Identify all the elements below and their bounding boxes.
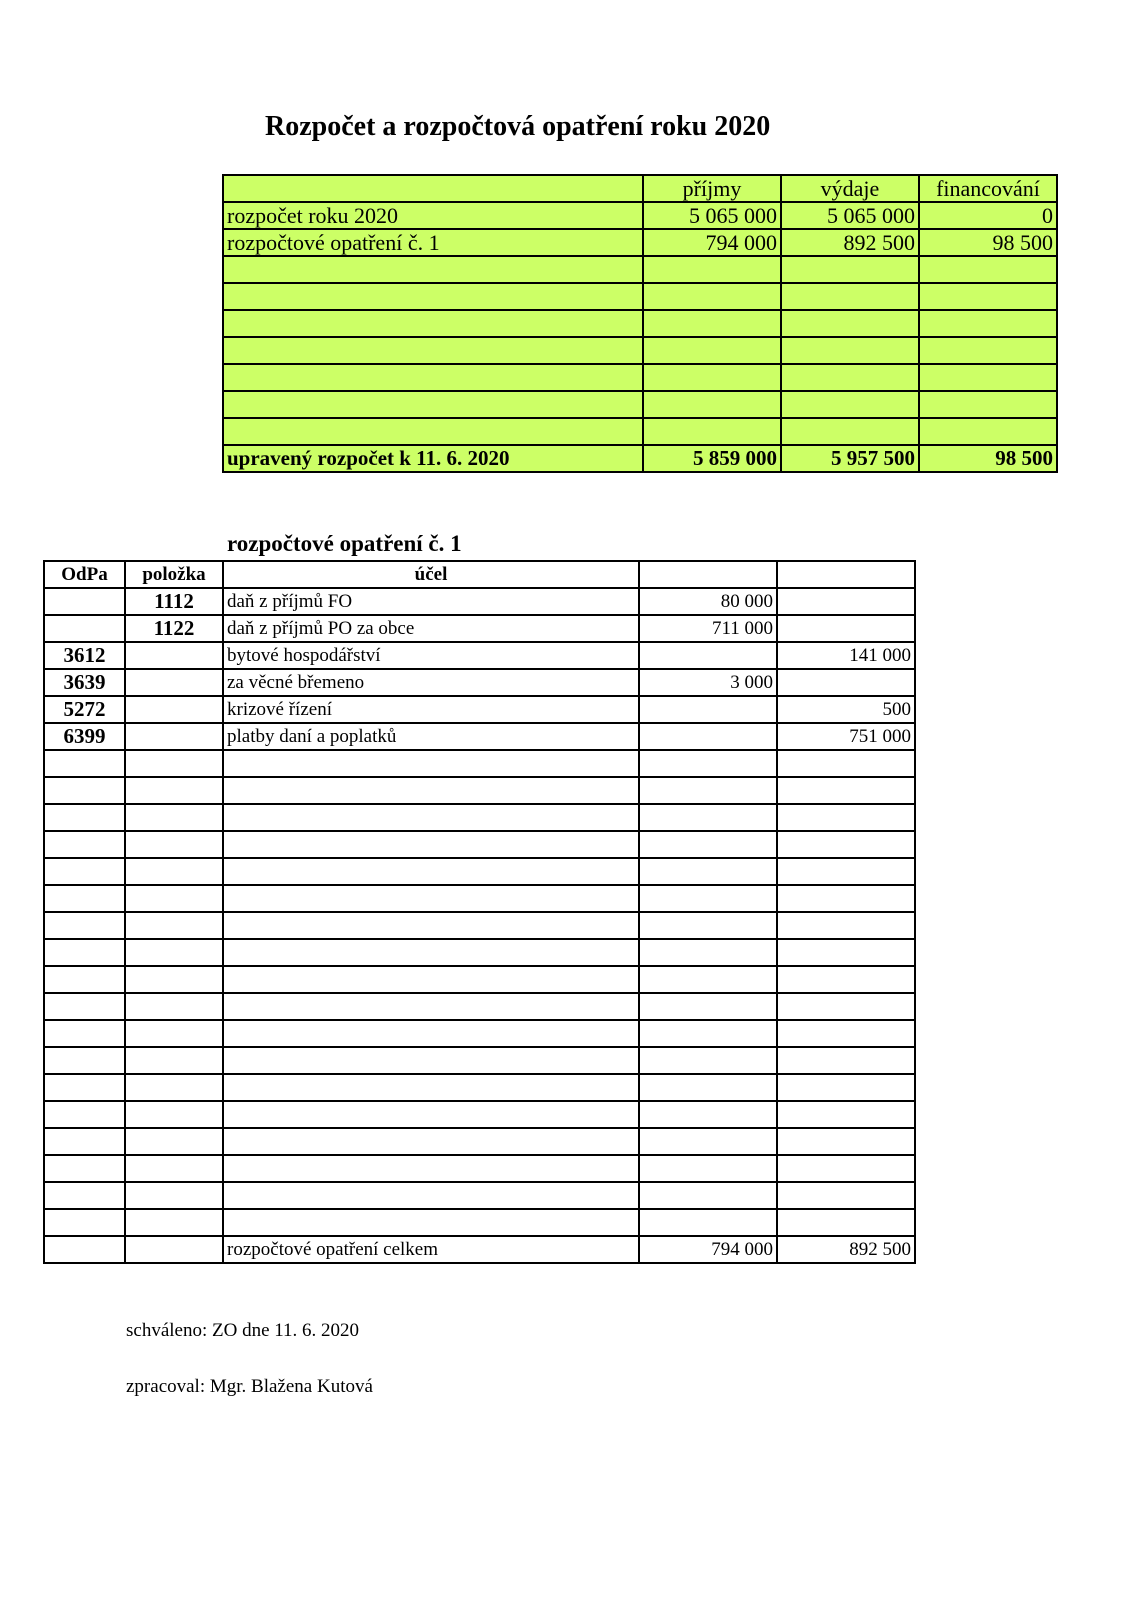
table-row	[44, 912, 915, 939]
table-cell	[125, 1074, 223, 1101]
table-cell	[125, 750, 223, 777]
table-cell	[777, 1020, 915, 1047]
table-cell	[44, 615, 125, 642]
table-row	[223, 337, 1057, 364]
table-cell	[639, 939, 777, 966]
table-cell	[223, 885, 639, 912]
table-cell	[919, 364, 1057, 391]
table-cell	[223, 175, 643, 202]
table-cell	[44, 777, 125, 804]
table-cell: upravený rozpočet k 11. 6. 2020	[223, 445, 643, 472]
table-cell	[44, 804, 125, 831]
table-row	[44, 885, 915, 912]
table-cell	[44, 1047, 125, 1074]
table-row	[223, 310, 1057, 337]
table-cell	[639, 1101, 777, 1128]
table-row	[223, 418, 1057, 445]
table-cell	[223, 966, 639, 993]
table-cell	[125, 1101, 223, 1128]
table-cell	[781, 256, 919, 283]
table-cell	[125, 1182, 223, 1209]
table-cell	[643, 283, 781, 310]
table-row	[44, 777, 915, 804]
table-cell	[44, 1182, 125, 1209]
table-cell: 141 000	[777, 642, 915, 669]
table-cell	[639, 1047, 777, 1074]
table-cell: platby daní a poplatků	[223, 723, 639, 750]
table-cell	[781, 283, 919, 310]
table-total-row	[44, 1236, 915, 1263]
table-cell	[223, 1101, 639, 1128]
table-row	[44, 831, 915, 858]
table-cell: 5 957 500	[781, 445, 919, 472]
table-cell	[643, 391, 781, 418]
table-cell	[125, 885, 223, 912]
table-cell	[125, 993, 223, 1020]
table-cell: 6399	[44, 723, 125, 750]
table-row	[44, 858, 915, 885]
table-cell	[125, 669, 223, 696]
table-cell: 892 500	[781, 229, 919, 256]
table-cell	[223, 912, 639, 939]
table-cell: 98 500	[919, 445, 1057, 472]
table-cell	[44, 831, 125, 858]
table-row	[44, 993, 915, 1020]
table-cell: 794 000	[643, 229, 781, 256]
table-cell: bytové hospodářství	[223, 642, 639, 669]
table-cell	[223, 1155, 639, 1182]
table-cell	[639, 642, 777, 669]
page-title: Rozpočet a rozpočtová opatření roku 2020	[265, 111, 771, 142]
table-row	[44, 939, 915, 966]
table-row	[223, 256, 1057, 283]
table-cell	[777, 885, 915, 912]
table-cell	[919, 337, 1057, 364]
table-cell	[639, 993, 777, 1020]
table-cell	[125, 696, 223, 723]
table-cell	[223, 1020, 639, 1047]
table-row	[223, 391, 1057, 418]
table-cell	[223, 831, 639, 858]
table-cell	[223, 777, 639, 804]
table-cell	[777, 912, 915, 939]
table-cell	[44, 750, 125, 777]
table-cell	[919, 310, 1057, 337]
table-cell: 1112	[125, 588, 223, 615]
table-cell	[44, 858, 125, 885]
prepared-by-note: zpracoval: Mgr. Blažena Kutová	[126, 1376, 373, 1397]
table-cell: 0	[919, 202, 1057, 229]
table-cell: 5 065 000	[781, 202, 919, 229]
table-row	[44, 750, 915, 777]
table-cell	[125, 939, 223, 966]
table-cell	[44, 1155, 125, 1182]
table-cell	[777, 1182, 915, 1209]
table-cell	[777, 858, 915, 885]
table-cell	[125, 966, 223, 993]
table-cell: 3639	[44, 669, 125, 696]
table-cell: 751 000	[777, 723, 915, 750]
table-row	[223, 202, 1057, 229]
table-cell: 500	[777, 696, 915, 723]
table-cell	[125, 1047, 223, 1074]
table-cell: rozpočtové opatření č. 1	[223, 229, 643, 256]
table-cell	[781, 337, 919, 364]
table-cell	[223, 391, 643, 418]
table-cell	[125, 1209, 223, 1236]
table-row	[223, 229, 1057, 256]
table-cell	[777, 966, 915, 993]
table-row	[44, 1074, 915, 1101]
table-cell	[777, 561, 915, 588]
table-cell	[781, 310, 919, 337]
summary-table	[222, 174, 1058, 473]
table-row	[44, 588, 915, 615]
table-cell	[44, 1020, 125, 1047]
table-cell	[781, 391, 919, 418]
table-cell	[777, 831, 915, 858]
table-row	[223, 283, 1057, 310]
table-cell	[44, 1209, 125, 1236]
table-cell	[223, 283, 643, 310]
table-cell	[639, 831, 777, 858]
table-cell	[125, 642, 223, 669]
table-cell	[777, 1101, 915, 1128]
table-cell: 892 500	[777, 1236, 915, 1263]
table-cell	[223, 750, 639, 777]
table-cell	[223, 858, 639, 885]
table-cell	[777, 993, 915, 1020]
table-cell	[781, 418, 919, 445]
table-row	[44, 642, 915, 669]
table-row	[44, 1047, 915, 1074]
table-cell	[639, 750, 777, 777]
table-cell	[639, 912, 777, 939]
table-row	[44, 1155, 915, 1182]
table-cell: 1122	[125, 615, 223, 642]
table-row	[44, 1128, 915, 1155]
table-cell	[223, 364, 643, 391]
table-cell	[44, 588, 125, 615]
table-cell	[44, 885, 125, 912]
table-cell: daň z příjmů FO	[223, 588, 639, 615]
table-cell	[223, 939, 639, 966]
table-cell	[777, 1047, 915, 1074]
table-cell	[125, 1236, 223, 1263]
table-cell: příjmy	[643, 175, 781, 202]
table-cell	[643, 310, 781, 337]
table-cell	[44, 1236, 125, 1263]
table-cell	[639, 1074, 777, 1101]
table-header-row	[44, 561, 915, 588]
table-cell	[223, 1209, 639, 1236]
table-cell: výdaje	[781, 175, 919, 202]
table-cell: položka	[125, 561, 223, 588]
table-cell	[125, 777, 223, 804]
table-cell	[639, 858, 777, 885]
table-cell	[223, 337, 643, 364]
table-cell	[643, 364, 781, 391]
table-cell	[643, 337, 781, 364]
table-cell	[777, 750, 915, 777]
table-cell	[125, 1128, 223, 1155]
table-row	[44, 1101, 915, 1128]
table-row	[223, 364, 1057, 391]
table-cell	[639, 804, 777, 831]
table-cell: 711 000	[639, 615, 777, 642]
table-cell	[125, 1155, 223, 1182]
table-row	[44, 696, 915, 723]
table-cell	[639, 561, 777, 588]
table-cell: rozpočtové opatření celkem	[223, 1236, 639, 1263]
table-header-row	[223, 175, 1057, 202]
table-cell	[643, 256, 781, 283]
table-cell: 3612	[44, 642, 125, 669]
table-row	[44, 723, 915, 750]
table-cell: 5 859 000	[643, 445, 781, 472]
table-cell	[44, 1101, 125, 1128]
table-cell: účel	[223, 561, 639, 588]
detail-table	[43, 560, 916, 1264]
table-cell	[125, 831, 223, 858]
table-cell	[643, 418, 781, 445]
table-cell	[125, 912, 223, 939]
table-cell	[125, 1020, 223, 1047]
table-cell	[639, 1209, 777, 1236]
table-row	[44, 615, 915, 642]
table-cell	[223, 1128, 639, 1155]
table-cell	[223, 1182, 639, 1209]
detail-title: rozpočtové opatření č. 1	[227, 531, 462, 556]
table-cell	[639, 723, 777, 750]
table-cell	[781, 364, 919, 391]
table-cell: daň z příjmů PO za obce	[223, 615, 639, 642]
table-cell: 5272	[44, 696, 125, 723]
table-cell	[223, 256, 643, 283]
table-row	[44, 669, 915, 696]
table-cell	[125, 804, 223, 831]
table-cell	[639, 1155, 777, 1182]
table-cell	[777, 615, 915, 642]
table-cell	[639, 885, 777, 912]
table-cell	[639, 1020, 777, 1047]
table-cell	[44, 912, 125, 939]
table-cell	[223, 1047, 639, 1074]
table-cell	[777, 804, 915, 831]
table-row	[44, 966, 915, 993]
table-cell	[777, 588, 915, 615]
table-cell	[777, 939, 915, 966]
table-cell	[777, 1155, 915, 1182]
table-cell	[44, 1128, 125, 1155]
table-cell	[639, 966, 777, 993]
table-cell: 794 000	[639, 1236, 777, 1263]
table-cell	[223, 418, 643, 445]
table-cell: OdPa	[44, 561, 125, 588]
table-cell	[777, 1128, 915, 1155]
table-cell: krizové řízení	[223, 696, 639, 723]
table-total-row	[223, 445, 1057, 472]
table-cell	[919, 418, 1057, 445]
table-cell	[919, 283, 1057, 310]
table-row	[44, 804, 915, 831]
table-row	[44, 1209, 915, 1236]
table-cell	[639, 696, 777, 723]
table-cell	[919, 256, 1057, 283]
table-cell: za věcné břemeno	[223, 669, 639, 696]
table-cell: 80 000	[639, 588, 777, 615]
table-cell	[223, 310, 643, 337]
table-cell	[639, 1128, 777, 1155]
table-cell	[777, 1074, 915, 1101]
table-cell	[919, 391, 1057, 418]
table-cell	[223, 1074, 639, 1101]
approval-note: schváleno: ZO dne 11. 6. 2020	[126, 1320, 360, 1341]
table-cell	[223, 993, 639, 1020]
table-cell: 98 500	[919, 229, 1057, 256]
table-cell: rozpočet roku 2020	[223, 202, 643, 229]
table-cell	[639, 1182, 777, 1209]
table-cell	[777, 669, 915, 696]
table-cell	[44, 939, 125, 966]
table-cell	[125, 858, 223, 885]
table-cell	[44, 1074, 125, 1101]
table-cell	[777, 777, 915, 804]
table-cell	[777, 1209, 915, 1236]
table-cell	[639, 777, 777, 804]
table-row	[44, 1020, 915, 1047]
table-cell: financování	[919, 175, 1057, 202]
table-cell	[223, 804, 639, 831]
table-cell	[125, 723, 223, 750]
table-cell: 5 065 000	[643, 202, 781, 229]
table-row	[44, 1182, 915, 1209]
table-cell	[44, 966, 125, 993]
table-cell: 3 000	[639, 669, 777, 696]
table-cell	[44, 993, 125, 1020]
